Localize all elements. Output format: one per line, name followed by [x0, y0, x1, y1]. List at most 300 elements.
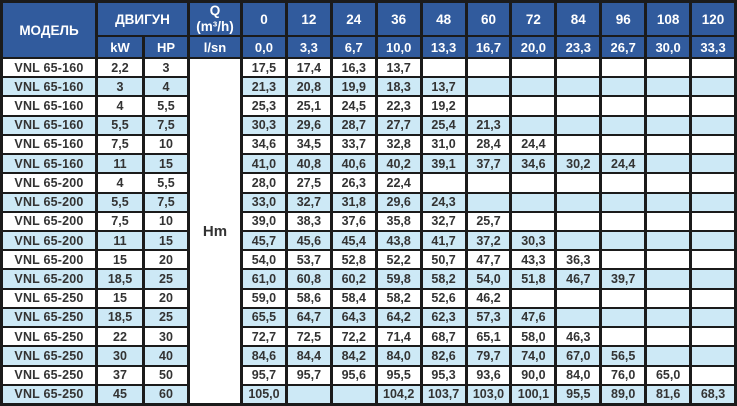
head-value-cell: 24,3: [421, 193, 466, 212]
hp-cell: 7,5: [144, 116, 189, 135]
head-value-cell: [601, 250, 646, 269]
kw-cell: 11: [97, 154, 144, 173]
header-q-value: 120: [691, 2, 736, 37]
table-body: [2, 58, 736, 405]
head-value-cell: 84,0: [376, 346, 421, 365]
head-value-cell: 33,0: [242, 193, 287, 212]
header-lsn-value: 10,0: [376, 36, 421, 58]
head-value-cell: 59,8: [376, 269, 421, 288]
head-value-cell: 56,5: [601, 346, 646, 365]
head-value-cell: 34,6: [242, 135, 287, 154]
head-value-cell: 50,7: [421, 250, 466, 269]
head-value-cell: 103,7: [421, 385, 466, 405]
head-value-cell: [331, 385, 376, 405]
model-cell: VNL 65-200: [2, 193, 97, 212]
head-value-cell: [466, 58, 511, 77]
head-value-cell: 71,4: [376, 327, 421, 346]
header-q-value: 36: [376, 2, 421, 37]
kw-cell: 15: [97, 289, 144, 308]
head-value-cell: [556, 193, 601, 212]
head-value-cell: 58,4: [331, 289, 376, 308]
model-cell: VNL 65-250: [2, 366, 97, 385]
head-value-cell: [601, 116, 646, 135]
head-value-cell: [601, 173, 646, 192]
head-value-cell: 13,7: [421, 77, 466, 96]
head-value-cell: 29,6: [286, 116, 331, 135]
head-value-cell: [691, 154, 736, 173]
head-value-cell: 40,6: [331, 154, 376, 173]
hp-cell: 10: [144, 135, 189, 154]
head-value-cell: [466, 96, 511, 115]
head-value-cell: 65,0: [646, 366, 691, 385]
head-value-cell: 59,0: [242, 289, 287, 308]
head-value-cell: 95,3: [421, 366, 466, 385]
head-value-cell: 64,2: [376, 308, 421, 327]
head-value-cell: 24,5: [331, 96, 376, 115]
head-value-cell: [601, 308, 646, 327]
kw-cell: 5,5: [97, 193, 144, 212]
head-value-cell: 43,8: [376, 231, 421, 250]
head-value-cell: 31,8: [331, 193, 376, 212]
head-value-cell: [646, 193, 691, 212]
head-value-cell: 93,6: [466, 366, 511, 385]
hp-cell: 25: [144, 308, 189, 327]
model-cell: VNL 65-160: [2, 154, 97, 173]
hp-cell: 60: [144, 385, 189, 405]
table-row: [2, 154, 736, 173]
hp-cell: 15: [144, 154, 189, 173]
header-lsn-value: 3,3: [286, 36, 331, 58]
head-value-cell: 17,4: [286, 58, 331, 77]
head-value-cell: [646, 116, 691, 135]
table-row: [2, 96, 736, 115]
head-value-cell: 58,2: [421, 269, 466, 288]
table-row: [2, 366, 736, 385]
head-value-cell: 39,0: [242, 212, 287, 231]
head-value-cell: [556, 289, 601, 308]
head-value-cell: [646, 231, 691, 250]
head-value-cell: [691, 96, 736, 115]
kw-cell: 3: [97, 77, 144, 96]
head-value-cell: [601, 77, 646, 96]
header-q-value: 12: [286, 2, 331, 37]
head-value-cell: [646, 308, 691, 327]
header-q-value: 72: [511, 2, 556, 37]
model-cell: VNL 65-200: [2, 269, 97, 288]
head-value-cell: [556, 231, 601, 250]
table-row: [2, 289, 736, 308]
hp-cell: 3: [144, 58, 189, 77]
head-value-cell: 46,2: [466, 289, 511, 308]
head-value-cell: 100,1: [511, 385, 556, 405]
head-value-cell: 45,7: [242, 231, 287, 250]
head-value-cell: [511, 96, 556, 115]
head-value-cell: 28,4: [466, 135, 511, 154]
head-value-cell: 62,3: [421, 308, 466, 327]
head-value-cell: 67,0: [556, 346, 601, 365]
model-cell: VNL 65-160: [2, 96, 97, 115]
head-value-cell: 25,3: [242, 96, 287, 115]
head-value-cell: 21,3: [466, 116, 511, 135]
head-value-cell: [691, 366, 736, 385]
head-value-cell: 26,3: [331, 173, 376, 192]
head-value-cell: [691, 173, 736, 192]
head-value-cell: 54,0: [466, 269, 511, 288]
head-value-cell: 51,8: [511, 269, 556, 288]
head-value-cell: [691, 116, 736, 135]
hp-cell: 30: [144, 327, 189, 346]
table-row: [2, 346, 736, 365]
table-row: [2, 212, 736, 231]
head-value-cell: 68,7: [421, 327, 466, 346]
header-kw: kW: [97, 36, 144, 58]
head-value-cell: [556, 96, 601, 115]
header-q-value: 24: [331, 2, 376, 37]
head-value-cell: 28,0: [242, 173, 287, 192]
hp-cell: 40: [144, 346, 189, 365]
table-row: [2, 135, 736, 154]
head-value-cell: [646, 173, 691, 192]
head-value-cell: [511, 289, 556, 308]
header-lsn-value: 20,0: [511, 36, 556, 58]
header-lsn-value: 33,3: [691, 36, 736, 58]
head-value-cell: 30,3: [511, 231, 556, 250]
table-row: [2, 250, 736, 269]
head-value-cell: 52,6: [421, 289, 466, 308]
hp-cell: 20: [144, 289, 189, 308]
head-value-cell: [691, 250, 736, 269]
head-value-cell: 64,3: [331, 308, 376, 327]
head-value-cell: [466, 193, 511, 212]
header-q-value: 60: [466, 2, 511, 37]
head-value-cell: 95,5: [376, 366, 421, 385]
kw-cell: 45: [97, 385, 144, 405]
head-value-cell: 22,3: [376, 96, 421, 115]
head-value-cell: 33,7: [331, 135, 376, 154]
header-q-value: 108: [646, 2, 691, 37]
header-row-1: [2, 2, 736, 37]
head-value-cell: 30,2: [556, 154, 601, 173]
head-value-cell: 36,3: [556, 250, 601, 269]
head-value-cell: [691, 269, 736, 288]
head-value-cell: 34,6: [511, 154, 556, 173]
head-value-cell: 84,4: [286, 346, 331, 365]
head-value-cell: 72,2: [331, 327, 376, 346]
head-value-cell: 46,3: [556, 327, 601, 346]
head-value-cell: 65,5: [242, 308, 287, 327]
head-value-cell: [646, 135, 691, 154]
kw-cell: 18,5: [97, 269, 144, 288]
head-value-cell: 39,7: [601, 269, 646, 288]
head-value-cell: 84,6: [242, 346, 287, 365]
kw-cell: 7,5: [97, 212, 144, 231]
head-value-cell: 46,7: [556, 269, 601, 288]
head-value-cell: 25,7: [466, 212, 511, 231]
model-cell: VNL 65-160: [2, 135, 97, 154]
head-value-cell: 47,7: [466, 250, 511, 269]
header-q-value: 0: [242, 2, 287, 37]
hp-cell: 25: [144, 269, 189, 288]
header-hp: HP: [144, 36, 189, 58]
head-value-cell: 25,1: [286, 96, 331, 115]
head-value-cell: [601, 289, 646, 308]
model-cell: VNL 65-200: [2, 231, 97, 250]
table-row: [2, 58, 736, 77]
head-value-cell: [691, 289, 736, 308]
head-value-cell: 40,2: [376, 154, 421, 173]
kw-cell: 7,5: [97, 135, 144, 154]
table-row: [2, 231, 736, 250]
head-value-cell: 27,7: [376, 116, 421, 135]
head-value-cell: [511, 212, 556, 231]
head-value-cell: [646, 96, 691, 115]
head-value-cell: 35,8: [376, 212, 421, 231]
head-value-cell: 30,3: [242, 116, 287, 135]
model-cell: VNL 65-250: [2, 289, 97, 308]
head-value-cell: 103,0: [466, 385, 511, 405]
head-value-cell: [601, 58, 646, 77]
header-q-value: 84: [556, 2, 601, 37]
head-value-cell: [646, 77, 691, 96]
header-q-value: 48: [421, 2, 466, 37]
hp-cell: 7,5: [144, 193, 189, 212]
head-value-cell: 79,7: [466, 346, 511, 365]
head-value-cell: 24,4: [601, 154, 646, 173]
head-value-cell: 19,2: [421, 96, 466, 115]
head-value-cell: [466, 77, 511, 96]
head-value-cell: [511, 77, 556, 96]
table-row: [2, 269, 736, 288]
head-value-cell: 37,2: [466, 231, 511, 250]
head-value-cell: 16,3: [331, 58, 376, 77]
head-value-cell: [646, 289, 691, 308]
head-value-cell: 60,8: [286, 269, 331, 288]
head-value-cell: [421, 58, 466, 77]
head-value-cell: [646, 212, 691, 231]
head-value-cell: 60,2: [331, 269, 376, 288]
table-header: [2, 2, 736, 59]
head-value-cell: [646, 269, 691, 288]
head-value-cell: 34,5: [286, 135, 331, 154]
head-value-cell: [691, 308, 736, 327]
head-value-cell: 90,0: [511, 366, 556, 385]
header-q-dimension: (m³/h): [196, 19, 234, 34]
head-value-cell: 76,0: [601, 366, 646, 385]
head-value-cell: [691, 135, 736, 154]
header-lsn-value: 26,7: [601, 36, 646, 58]
head-value-cell: 32,7: [286, 193, 331, 212]
head-value-cell: 68,3: [691, 385, 736, 405]
head-value-cell: 37,6: [331, 212, 376, 231]
head-value-cell: [511, 116, 556, 135]
head-value-cell: 95,6: [331, 366, 376, 385]
hp-cell: 10: [144, 212, 189, 231]
head-value-cell: [466, 173, 511, 192]
head-value-cell: 105,0: [242, 385, 287, 405]
head-value-cell: [556, 212, 601, 231]
head-value-cell: 31,0: [421, 135, 466, 154]
head-value-cell: [286, 385, 331, 405]
header-lsn-value: 30,0: [646, 36, 691, 58]
hp-cell: 5,5: [144, 173, 189, 192]
head-value-cell: [511, 173, 556, 192]
head-value-cell: 41,0: [242, 154, 287, 173]
head-value-cell: 84,2: [331, 346, 376, 365]
model-cell: VNL 65-160: [2, 77, 97, 96]
head-value-cell: 58,0: [511, 327, 556, 346]
header-lsn-value: 23,3: [556, 36, 601, 58]
head-value-cell: [646, 250, 691, 269]
head-value-cell: 39,1: [421, 154, 466, 173]
head-value-cell: 29,6: [376, 193, 421, 212]
head-value-cell: 89,0: [601, 385, 646, 405]
model-cell: VNL 65-200: [2, 212, 97, 231]
table-row: [2, 77, 736, 96]
head-value-cell: 58,2: [376, 289, 421, 308]
head-value-cell: 74,0: [511, 346, 556, 365]
hp-cell: 5,5: [144, 96, 189, 115]
head-value-cell: [646, 154, 691, 173]
kw-cell: 22: [97, 327, 144, 346]
model-cell: VNL 65-160: [2, 58, 97, 77]
table-row: [2, 308, 736, 327]
head-value-cell: [601, 96, 646, 115]
head-value-cell: [691, 58, 736, 77]
kw-cell: 30: [97, 346, 144, 365]
head-value-cell: 38,3: [286, 212, 331, 231]
kw-cell: 5,5: [97, 116, 144, 135]
hp-cell: 4: [144, 77, 189, 96]
head-value-cell: [421, 173, 466, 192]
head-value-cell: [556, 58, 601, 77]
model-cell: VNL 65-250: [2, 327, 97, 346]
head-value-cell: 81,6: [646, 385, 691, 405]
head-value-cell: [601, 231, 646, 250]
head-value-cell: 64,7: [286, 308, 331, 327]
head-value-cell: 22,4: [376, 173, 421, 192]
hp-cell: 15: [144, 231, 189, 250]
head-value-cell: 41,7: [421, 231, 466, 250]
head-value-cell: 24,4: [511, 135, 556, 154]
head-value-cell: 19,9: [331, 77, 376, 96]
head-value-cell: [601, 212, 646, 231]
model-cell: VNL 65-250: [2, 346, 97, 365]
head-value-cell: [691, 77, 736, 96]
head-value-cell: 45,6: [286, 231, 331, 250]
header-row-2: [2, 36, 736, 58]
header-model: МОДЕЛЬ: [2, 2, 97, 59]
head-value-cell: 95,5: [556, 385, 601, 405]
table-row: [2, 327, 736, 346]
header-flow-unit: l/sn: [189, 36, 242, 58]
head-value-cell: 18,3: [376, 77, 421, 96]
head-value-cell: 52,2: [376, 250, 421, 269]
header-motor: ДВИГУН: [97, 2, 189, 37]
header-lsn-value: 6,7: [331, 36, 376, 58]
head-value-cell: 52,8: [331, 250, 376, 269]
table-row: [2, 173, 736, 192]
head-value-cell: 13,7: [376, 58, 421, 77]
head-value-cell: 61,0: [242, 269, 287, 288]
head-value-cell: [691, 346, 736, 365]
model-cell: VNL 65-250: [2, 308, 97, 327]
table-row: [2, 193, 736, 212]
head-value-cell: 72,7: [242, 327, 287, 346]
head-value-cell: [646, 346, 691, 365]
head-value-cell: 32,7: [421, 212, 466, 231]
head-value-cell: 40,8: [286, 154, 331, 173]
head-value-cell: 95,7: [242, 366, 287, 385]
head-value-cell: 65,1: [466, 327, 511, 346]
head-value-cell: 43,3: [511, 250, 556, 269]
hm-unit-cell: Hm: [189, 58, 242, 405]
kw-cell: 4: [97, 173, 144, 192]
header-lsn-value: 0,0: [242, 36, 287, 58]
head-value-cell: [691, 327, 736, 346]
head-value-cell: 32,8: [376, 135, 421, 154]
head-value-cell: 54,0: [242, 250, 287, 269]
head-value-cell: 104,2: [376, 385, 421, 405]
head-value-cell: [601, 193, 646, 212]
kw-cell: 18,5: [97, 308, 144, 327]
hp-cell: 50: [144, 366, 189, 385]
head-value-cell: 84,0: [556, 366, 601, 385]
head-value-cell: [691, 212, 736, 231]
model-cell: VNL 65-250: [2, 385, 97, 405]
head-value-cell: [556, 135, 601, 154]
kw-cell: 37: [97, 366, 144, 385]
head-value-cell: [556, 308, 601, 327]
head-value-cell: 95,7: [286, 366, 331, 385]
head-value-cell: [556, 77, 601, 96]
table-row: [2, 116, 736, 135]
header-q-value: 96: [601, 2, 646, 37]
head-value-cell: 17,5: [242, 58, 287, 77]
header-q-symbol: Q: [209, 3, 221, 19]
head-value-cell: [511, 58, 556, 77]
head-value-cell: [601, 327, 646, 346]
head-value-cell: [646, 327, 691, 346]
head-value-cell: [601, 135, 646, 154]
head-value-cell: 37,7: [466, 154, 511, 173]
head-value-cell: [511, 193, 556, 212]
kw-cell: 11: [97, 231, 144, 250]
head-value-cell: 28,7: [331, 116, 376, 135]
head-value-cell: 47,6: [511, 308, 556, 327]
model-cell: VNL 65-160: [2, 116, 97, 135]
head-value-cell: 57,3: [466, 308, 511, 327]
head-value-cell: 20,8: [286, 77, 331, 96]
header-q-unit: [189, 2, 242, 37]
hp-cell: 20: [144, 250, 189, 269]
header-lsn-value: 13,3: [421, 36, 466, 58]
model-cell: VNL 65-200: [2, 250, 97, 269]
table-row: [2, 385, 736, 405]
head-value-cell: [556, 116, 601, 135]
head-value-cell: 58,6: [286, 289, 331, 308]
head-value-cell: [646, 58, 691, 77]
head-value-cell: 27,5: [286, 173, 331, 192]
kw-cell: 15: [97, 250, 144, 269]
head-value-cell: 72,5: [286, 327, 331, 346]
head-value-cell: 25,4: [421, 116, 466, 135]
head-value-cell: 82,6: [421, 346, 466, 365]
head-value-cell: 53,7: [286, 250, 331, 269]
kw-cell: 4: [97, 96, 144, 115]
head-value-cell: [691, 193, 736, 212]
head-value-cell: 45,4: [331, 231, 376, 250]
head-value-cell: [691, 231, 736, 250]
